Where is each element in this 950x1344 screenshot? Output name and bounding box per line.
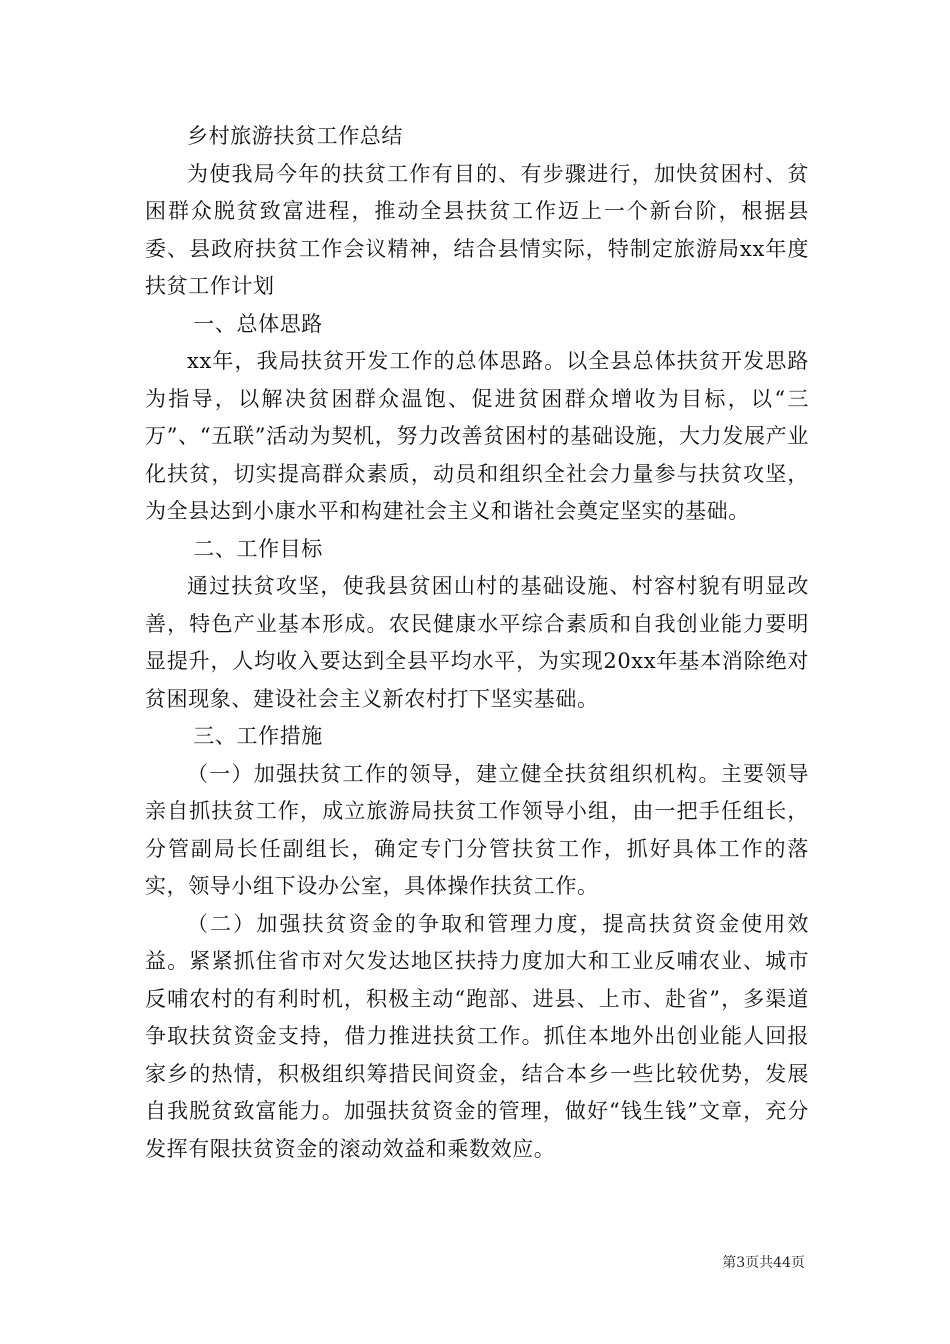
section-heading-2: 二、工作目标 bbox=[193, 536, 323, 561]
paragraph-intro: 为使我局今年的扶贫工作有目的、有步骤进行，加快贫困村、贫困群众脱贫致富进程，推动全县扶贫工作迈上一个新台阶，根据县委、县政府扶贫工作会议精神，结合县情实际，特制定旅游局xx年度扶贫工作计划 bbox=[145, 161, 809, 298]
section-heading-3: 三、工作措施 bbox=[193, 724, 323, 748]
paragraph-section-1: xx年，我局扶贫开发工作的总体思路。以全县总体扶贫开发思路为指导，以解决贫困群众温饱、促进贫困群众增收为目标，以“三万”、“五联”活动为契机，努力改善贫困村的基础设施，大力发展产业化扶贫，切实提高群众素质，动员和组织全社会力量参与扶贫攻坚，为全县达到小康水平和构建社会主义和谐社会奠定坚实的基础。 bbox=[145, 349, 809, 523]
section-heading-1: 一、总体思路 bbox=[193, 311, 323, 336]
paragraph-section-2: 通过扶贫攻坚，使我县贫困山村的基础设施、村容村貌有明显改善，特色产业基本形成。农民健康水平综合素质和自我创业能力要明显提升，人均收入要达到全县平均水平，为实现20xx年基本消除绝对贫困现象、建设社会主义新农村打下坚实基础。 bbox=[145, 574, 809, 711]
paragraph-measure-2: （二）加强扶贫资金的争取和管理力度，提高扶贫资金使用效益。紧紧抓住省市对欠发达地区扶持力度加大和工业反哺农业、城市反哺农村的有利时机，积极主动“跑部、进县、上市、赴省”，多渠道争取扶贫资金支持，借力推进扶贫工作。抓住本地外出创业能人回报家乡的热情，积极组织筹措民间资金，结合本乡一些比较优势，发展自我脱贫致富能力。加强扶贫资金的管理，做好“钱生钱”文章，充分发挥有限扶贫资金的滚动效益和乘数效应。 bbox=[145, 911, 809, 1161]
document-title: 乡村旅游扶贫工作总结 bbox=[187, 124, 403, 148]
page-number: 第3页共44页 bbox=[722, 1255, 805, 1271]
document-body bbox=[145, 118, 809, 1168]
paragraph-measure-1: （一）加强扶贫工作的领导，建立健全扶贫组织机构。主要领导亲自抓扶贫工作，成立旅游局扶贫工作领导小组，由一把手任组长，分管副局长任副组长，确定专门分管扶贫工作，抓好具体工作的落实，领导小组下设办公室，具体操作扶贫工作。 bbox=[145, 761, 809, 898]
